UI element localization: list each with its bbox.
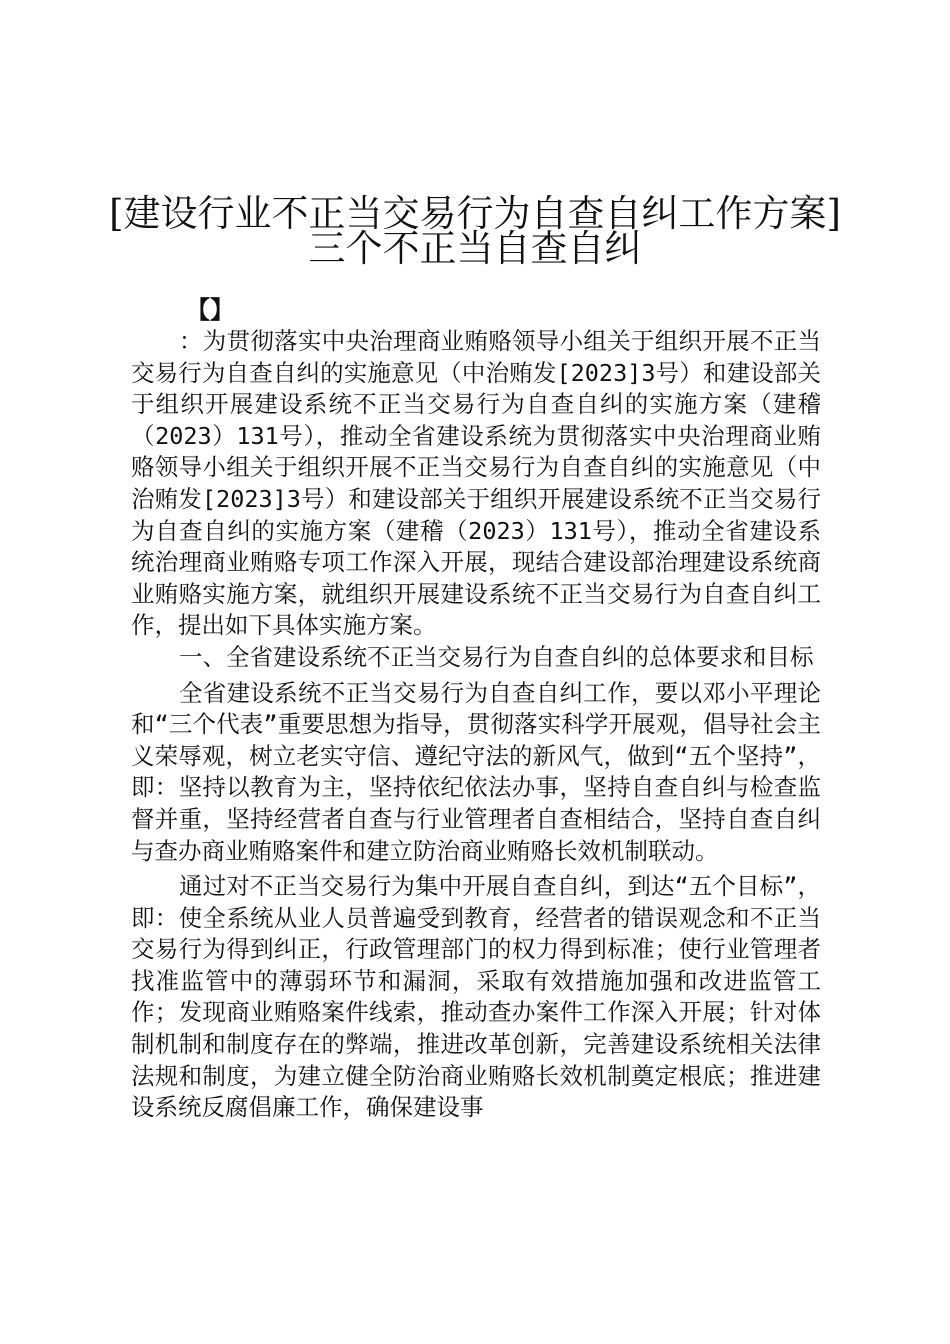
document-title-line-2: 三个不正当自查自纠 <box>308 227 642 270</box>
section-heading-1: 一、全省建设系统不正当交易行为自查自纠的总体要求和目标 <box>179 642 814 671</box>
bracket-marker: 【】 <box>186 296 234 324</box>
paragraph-intro: ：为贯彻落实中央治理商业贿赂领导小组关于组织开展不正当交易行为自查自纠的实施意见（中治贿发[2023]3号）和建设部关于组织开展建设系统不正当交易行为自查自纠的实施方案（建稽（2023）131号），推动全省建设系统为贯彻落实中央治理商业贿赂领导小组关于组织开展不正当交易行为自查自纠的实施意见（中治贿发[2023]3号）和建设部关于组织开展建设系统不正当交易行为自查自纠的实施方案（建稽（2023）131号），推动全省建设系统治理商业贿赂专项工作深入开展，现结合建设部治理建设系统商业贿赂实施方案，就组织开展建设系统不正当交易行为自查自纠工作，提出如下具体实施方案。 <box>131 327 821 640</box>
paragraph-requirements: 全省建设系统不正当交易行为自查自纠工作，要以邓小平理论和“三个代表”重要思想为指导，贯彻落实科学开展观，倡导社会主义荣辱观，树立老实守信、遵纪守法的新风气，做到“五个坚持”，即：坚持以教育为主，坚持依纪依法办事，坚持自查自纠与检查监督并重，坚持经营者自查与行业管理者自查相结合，坚持自查自纠与查办商业贿赂案件和建立防治商业贿赂长效机制联动。 <box>131 678 821 865</box>
document-body <box>131 326 821 1124</box>
paragraph-goals: 通过对不正当交易行为集中开展自查自纠，到达“五个目标”，即：使全系统从业人员普遍受到教育，经营者的错误观念和不正当交易行为得到纠正，行政管理部门的权力得到标准；使行业管理者找准监管中的薄弱环节和漏洞，采取有效措施加强和改进监管工作；发现商业贿赂案件线索，推动查办案件工作深入开展；针对体制机制和制度存在的弊端，推进改革创新，完善建设系统相关法律法规和制度，为建立健全防治商业贿赂长效机制奠定根底；推进建设系统反腐倡廉工作，确保建设事 <box>131 872 821 1122</box>
document-title-line-1: [建设行业不正当交易行为自查自纠工作方案] <box>109 192 841 235</box>
